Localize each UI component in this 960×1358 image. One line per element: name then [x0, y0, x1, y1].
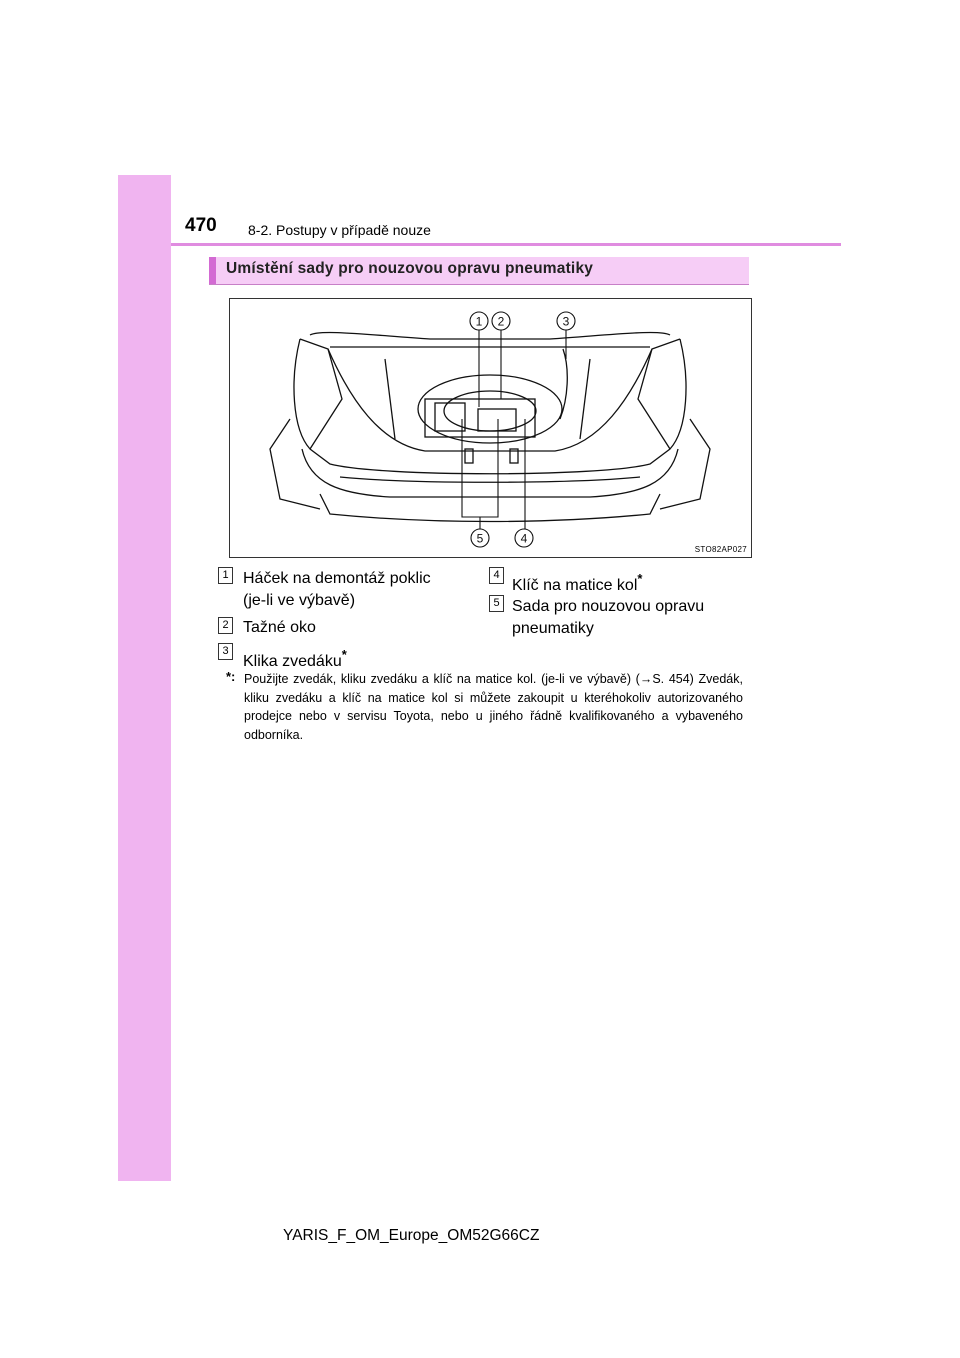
list-item: [243, 568, 431, 612]
item-label-cont: pneumatiky: [512, 620, 594, 637]
callout-4: 4: [520, 531, 528, 546]
item-label: Klika zvedáku: [243, 653, 342, 670]
callout-5: 5: [476, 531, 484, 546]
item-label: Tažné oko: [243, 619, 316, 636]
list-item: [512, 568, 642, 597]
callout-3: 3: [562, 314, 570, 329]
figure-code: STO82AP027: [694, 545, 747, 554]
chapter-header: 8-2. Postupy v případě nouze: [248, 222, 431, 238]
item-label: Klíč na matice kol: [512, 577, 638, 594]
asterisk-mark: *: [637, 571, 643, 586]
callout-2: 2: [497, 314, 505, 329]
header-rule: [171, 243, 841, 246]
section-accent: [209, 257, 216, 284]
item-label: Sada pro nouzovou opravu: [512, 598, 705, 615]
item-number-box: 5: [489, 595, 504, 612]
section-heading-bar: [209, 257, 749, 285]
footnote-mark: *:: [226, 669, 236, 684]
asterisk-mark: *: [341, 647, 347, 662]
item-number-box: 2: [218, 617, 233, 634]
side-tab-band: [118, 175, 171, 1181]
list-item: [243, 644, 347, 673]
trunk-drawing: [230, 299, 751, 557]
list-item: [512, 596, 704, 640]
footnote: [226, 669, 743, 744]
item-number-box: 3: [218, 643, 233, 660]
trunk-illustration: [229, 298, 752, 558]
item-label: Háček na demontáž poklic: [243, 570, 431, 587]
item-label-cont: (je-li ve výbavě): [243, 592, 356, 609]
document-footer: YARIS_F_OM_Europe_OM52G66CZ: [283, 1227, 540, 1244]
section-title: Umístění sady pro nouzovou opravu pneumatiky: [226, 260, 594, 277]
page-number: 470: [185, 215, 217, 236]
callout-1: 1: [475, 314, 483, 329]
item-number-box: 4: [489, 567, 504, 584]
footnote-text: Použijte zvedák, kliku zvedáku a klíč na matice kol. (je-li ve výbavě) (→S. 454) Zvedák, kliku zvedáku a klíč na matice kol si můžete zakoupit u kteréhokoliv autorizovaného prodejce nebo v servisu Toyota, nebo u jiného řádně kvalifikovaného a vybaveného odborníka.: [244, 672, 743, 742]
list-item: [243, 617, 316, 639]
item-number-box: 1: [218, 567, 233, 584]
